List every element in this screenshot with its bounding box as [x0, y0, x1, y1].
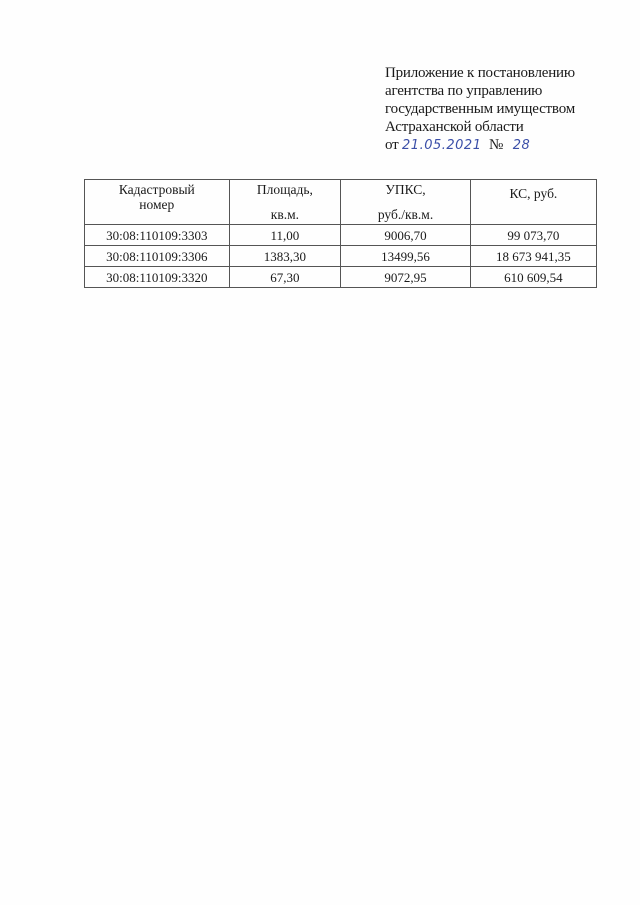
cell-ks: 610 609,54	[470, 267, 596, 288]
header-upks-line-2: руб./кв.м.	[377, 207, 434, 222]
header-cadastral-line-2: номер	[139, 197, 175, 212]
header-cadastral-number	[85, 180, 230, 225]
header-area	[229, 180, 341, 225]
header-ks	[470, 180, 596, 225]
header-area-line-1: Площадь,	[256, 182, 313, 197]
header-cadastral-line-1: Кадастровый	[118, 182, 195, 197]
appendix-line-4: Астраханской области	[385, 119, 524, 135]
appendix-line-1: Приложение к постановлению	[385, 65, 575, 81]
header-upks-line-1: УПКС,	[385, 182, 426, 197]
table-row	[85, 267, 597, 288]
appendix-date-line	[385, 136, 625, 155]
cell-upks: 13499,56	[341, 246, 471, 267]
cell-area: 11,00	[229, 225, 341, 246]
cell-ks: 99 073,70	[470, 225, 596, 246]
appendix-header	[385, 64, 625, 155]
appendix-line-2: агентства по управлению	[385, 83, 543, 99]
cell-ks: 18 673 941,35	[470, 246, 596, 267]
date-prefix: от	[385, 137, 399, 153]
cell-area: 67,30	[229, 267, 341, 288]
handwritten-number: 28	[512, 138, 531, 153]
table-header-row	[85, 180, 597, 225]
appendix-line-3: государственным имуществом	[385, 101, 575, 117]
cell-upks: 9006,70	[341, 225, 471, 246]
header-area-line-2: кв.м.	[270, 207, 299, 222]
cell-area: 1383,30	[229, 246, 341, 267]
header-ks-line-1: КС, руб.	[509, 186, 558, 201]
table-row	[85, 246, 597, 267]
handwritten-date: 21.05.2021	[402, 138, 482, 153]
cell-upks: 9072,95	[341, 267, 471, 288]
cell-cadastral: 30:08:110109:3320	[85, 267, 230, 288]
number-sign: №	[489, 137, 504, 153]
cadastral-value-table	[84, 179, 597, 288]
header-upks	[341, 180, 471, 225]
table-row	[85, 225, 597, 246]
cell-cadastral: 30:08:110109:3303	[85, 225, 230, 246]
cell-cadastral: 30:08:110109:3306	[85, 246, 230, 267]
